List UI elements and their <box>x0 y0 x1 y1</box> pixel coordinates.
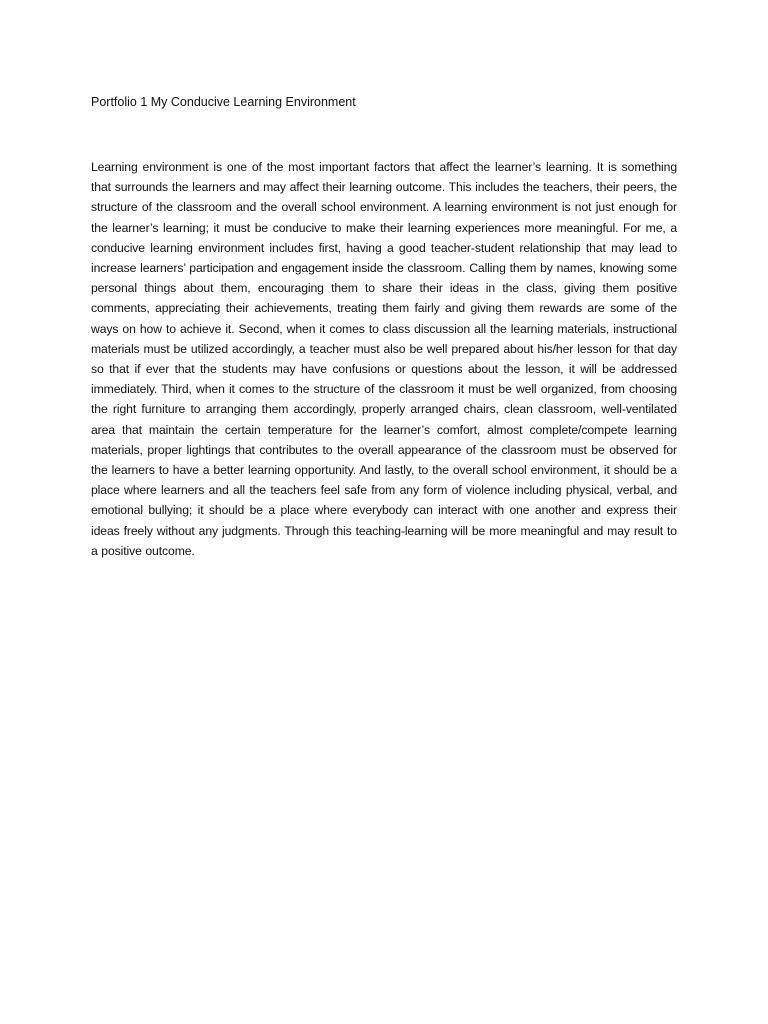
document-body-paragraph: Learning environment is one of the most important factors that affect the learner’s learning. It is something that surrounds the learners and may affect their learning outcome. This includes the teachers, their peers, the structure of the classroom and the overall school environment. A learning environment is not just enough for the learner’s learning; it must be conducive to make their learning experiences more meaningful. For me, a conducive learning environment includes first, having a good teacher-student relationship that may lead to increase learners’ participation and engagement inside the classroom. Calling them by names, knowing some personal things about them, encouraging them to share their ideas in the class, giving them positive comments, appreciating their achievements, treating them fairly and giving them rewards are some of the ways on how to achieve it. Second, when it comes to class discussion all the learning materials, instructional materials must be utilized accordingly, a teacher must also be well prepared about his/her lesson for that day so that if ever that the students may have confusions or questions about the lesson, it will be addressed immediately. Third, when it comes to the structure of the classroom it must be well organized, from choosing the right furniture to arranging them accordingly, properly arranged chairs, clean classroom, well-ventilated area that maintain the certain temperature for the learner’s comfort, almost complete/compete learning materials, proper lightings that contributes to the overall appearance of the classroom must be observed for the learners to have a better learning opportunity. And lastly, to the overall school environment, it should be a place where learners and all the teachers feel safe from any form of violence including physical, verbal, and emotional bullying; it should be a place where everybody can interact with one another and express their ideas freely without any judgments. Through this teaching-learning will be more meaningful and may result to a positive outcome. <box>91 160 677 558</box>
document-title: Portfolio 1 My Conducive Learning Environment <box>91 95 356 109</box>
